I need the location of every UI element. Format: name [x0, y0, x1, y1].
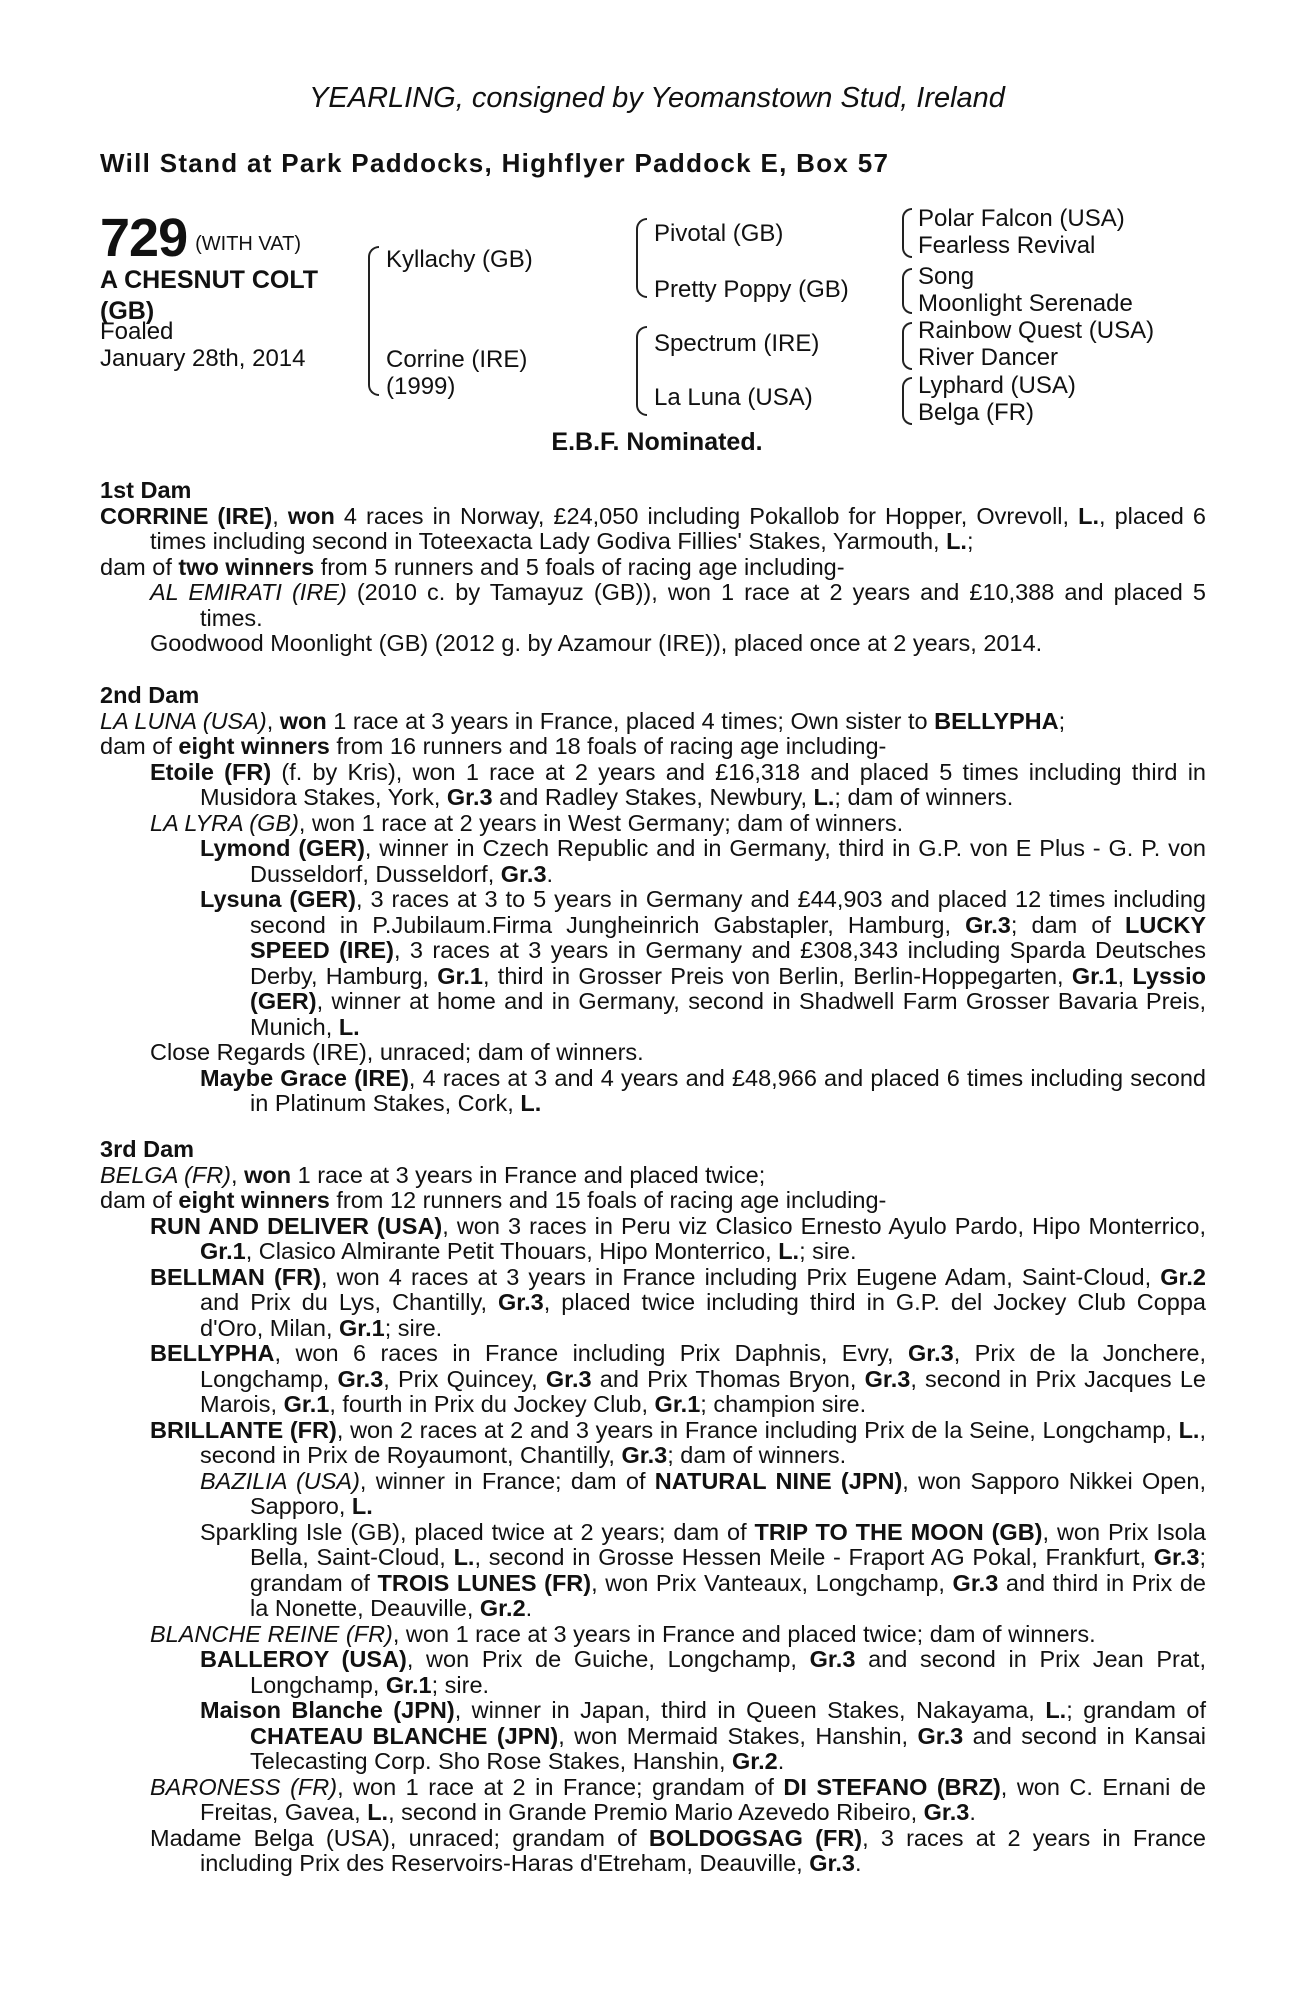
second-dam-heading: 2nd Dam — [100, 682, 200, 708]
offspring-bazilia: BAZILIA (USA), winner in France; dam of NATURAL NINE (JPN), won Sapporo Nikkei Open, Sapporo, L. — [200, 1467, 1207, 1519]
dam-dam: La Luna (USA) — [654, 384, 813, 411]
second-dam-record: LA LUNA (USA), won 1 race at 3 years in France, placed 4 times; Own sister to BELLYPHA; — [100, 707, 1066, 734]
first-dam-section — [100, 478, 1206, 657]
first-dam-heading: 1st Dam — [100, 477, 192, 503]
offspring-run-and-deliver: RUN AND DELIVER (USA), won 3 races in Peru viz Clasico Ernesto Ayulo Pardo, Hipo Monterrico, Gr.1, Clasico Almirante Petit Thouars, Hipo Monterrico, L.; sire. — [150, 1212, 1206, 1264]
g-brace-2 — [902, 268, 912, 314]
first-dam-record: CORRINE (IRE), won 4 races in Norway, £24,050 including Pokallob for Hopper, Ovrevoll, L., placed 6 times including second in Toteexacta Lady Godiva Fillies' Stakes, Yarmouth, L.; — [100, 502, 1206, 554]
great-granddam-1: Fearless Revival — [918, 232, 1096, 259]
great-grandsire-2: Song — [918, 263, 975, 290]
won-word: won — [287, 502, 335, 529]
g-brace-1 — [902, 208, 912, 258]
second-dam-section — [100, 683, 1206, 1117]
dam-name: Corrine (IRE) — [386, 346, 528, 373]
offspring-bellman: BELLMAN (FR), won 4 races at 3 years in France including Prix Eugene Adam, Saint-Cloud, Gr.2 and Prix du Lys, Chantilly, Gr.3, placed twice including third in G.P. del Jockey Club Coppa d'Oro, Milan, Gr.1; sire. — [150, 1263, 1206, 1341]
sire-parents-brace — [636, 218, 647, 298]
offspring-bellypha: BELLYPHA, won 6 races in France including Prix Daphnis, Evry, Gr.3, Prix de la Jonchere, Longchamp, Gr.3, Prix Quincey, Gr.3 and Prix Thomas Bryon, Gr.3, second in Prix Jacques Le Marois, Gr.1, fourth in Prix du Jockey Club, Gr.1; champion sire. — [150, 1340, 1206, 1417]
third-dam-section — [100, 1137, 1206, 1877]
dam-parents-brace — [636, 326, 647, 416]
great-granddam-3: River Dancer — [918, 344, 1059, 371]
offspring-lysuna: Lysuna (GER), 3 races at 3 to 5 years in Germany and £44,903 and placed 12 times including second in P.Jubilaum.Firma Jungheinrich Gabstapler, Hamburg, Gr.3; dam of LUCKY SPEED (IRE), 3 races at 3 years in Germany and £308,343 including Sparda Deutsches Derby, Hamburg, Gr.1, third in Grosser Preis von Berlin, Berlin-Hoppegarten, Gr.1, Lyssio (GER), winner at home and in Germany, second in Shadwell Farm Grosser Bavaria Preis, Munich, L. — [200, 886, 1206, 1040]
second-dam-produce-summary: dam of eight winners from 16 runners and 18 foals of racing age including- — [100, 733, 887, 759]
offspring-brillante: BRILLANTE (FR), won 2 races at 2 and 3 years in France including Prix de la Seine, Longchamp, L., second in Prix de Royaumont, Chantilly, Gr.3; dam of winners. — [150, 1416, 1206, 1468]
third-dam-produce-summary: dam of eight winners from 12 runners and 15 foals of racing age including- — [100, 1187, 887, 1213]
great-granddam-2: Moonlight Serenade — [918, 290, 1133, 317]
third-dam-heading: 3rd Dam — [100, 1136, 195, 1162]
third-dam-record: BELGA (FR), won 1 race at 3 years in France and placed twice; — [100, 1161, 766, 1188]
ebf-nominated: E.B.F. Nominated. — [551, 428, 763, 456]
offspring-goodwood-moonlight: Goodwood Moonlight (GB) (2012 g. by Azamour (IRE)), placed once at 2 years, 2014. — [150, 630, 1043, 656]
location-line: Will Stand at Park Paddocks, Highflyer Paddock E, Box 57 — [100, 148, 890, 178]
offspring-balleroy: BALLEROY (USA), won Prix de Guiche, Longchamp, Gr.3 and second in Prix Jean Prat, Longchamp, Gr.1; sire. — [200, 1646, 1206, 1698]
offspring-sparkling-isle: Sparkling Isle (GB), placed twice at 2 years; dam of TRIP TO THE MOON (GB), won Prix Isola Bella, Saint-Cloud, L., second in Grosse Hessen Meile - Fraport AG Pokal, Frankfurt, Gr.3; grandam of TROIS LUNES (FR), won Prix Vanteaux, Longchamp, Gr.3 and third in Prix de la Nonette, Deauville, Gr.2. — [200, 1518, 1206, 1621]
offspring-al-emirati: AL EMIRATI (IRE) (2010 c. by Tamayuz (GB)), won 1 race at 2 years and £10,388 and placed 5 times. — [150, 579, 1206, 631]
sire-name: Kyllachy (GB) — [386, 246, 533, 273]
great-granddam-4: Belga (FR) — [918, 399, 1035, 426]
great-grandsire-3: Rainbow Quest (USA) — [918, 317, 1155, 344]
vat-label: (WITH VAT) — [195, 233, 302, 255]
sire-sire: Pivotal (GB) — [654, 220, 784, 247]
g-brace-4 — [902, 377, 912, 425]
offspring-blanche-reine: BLANCHE REINE (FR), won 1 race at 3 years in France and placed twice; dam of winners. — [150, 1620, 1096, 1647]
lot-number: 729 — [100, 208, 188, 268]
great-grandsire-4: Lyphard (USA) — [918, 372, 1076, 399]
dam-name-bold: CORRINE (IRE) — [100, 502, 273, 529]
foaled-info — [100, 318, 306, 372]
first-dam-produce-summary: dam of two winners from 5 runners and 5 foals of racing age including- — [100, 553, 845, 580]
horse-description: A CHESNUT COLT (GB) — [100, 266, 319, 325]
g-brace-3 — [902, 322, 912, 370]
offspring-lymond: Lymond (GER), winner in Czech Republic and in Germany, third in G.P. von E Plus - G. P. von Dusseldorf, Dusseldorf, Gr.3. — [200, 835, 1206, 887]
consignment-title: YEARLING, consigned by Yeomanstown Stud, Ireland — [309, 82, 1005, 114]
sire-dam-brace — [368, 246, 379, 396]
lot-number-block — [100, 207, 301, 269]
great-grandsire-1: Polar Falcon (USA) — [918, 205, 1125, 232]
sire-dam: Pretty Poppy (GB) — [654, 276, 849, 303]
foaled-date: January 28th, 2014 — [100, 345, 306, 372]
foaled-label: Foaled — [100, 318, 174, 345]
dam-year: (1999) — [386, 373, 456, 400]
dam-sire: Spectrum (IRE) — [654, 330, 820, 357]
offspring-la-lyra: LA LYRA (GB), won 1 race at 2 years in West Germany; dam of winners. — [150, 809, 904, 836]
offspring-maison-blanche: Maison Blanche (JPN), winner in Japan, third in Queen Stakes, Nakayama, L.; grandam of CHATEAU BLANCHE (JPN), won Mermaid Stakes, Hanshin, Gr.3 and second in Kansai Telecasting Corp. Sho Rose Stakes, Hanshin, Gr.2. — [200, 1697, 1207, 1774]
offspring-madame-belga: Madame Belga (USA), unraced; grandam of BOLDOGSAG (FR), 3 races at 2 years in France including Prix des Reservoirs-Haras d'Etreham, Deauville, Gr.3. — [150, 1824, 1206, 1876]
offspring-close-regards: Close Regards (IRE), unraced; dam of winners. — [150, 1039, 644, 1065]
offspring-etoile: Etoile (FR) (f. by Kris), won 1 race at 2 years and £16,318 and placed 5 times including third in Musidora Stakes, York, Gr.3 and Radley Stakes, Newbury, L.; dam of winners. — [150, 758, 1206, 810]
offspring-baroness: BARONESS (FR), won 1 race at 2 in France; grandam of DI STEFANO (BRZ), won C. Ernani de Freitas, Gavea, L., second in Grande Premio Mario Azevedo Ribeiro, Gr.3. — [150, 1773, 1206, 1825]
offspring-maybe-grace: Maybe Grace (IRE), 4 races at 3 and 4 years and £48,966 and placed 6 times including second in Platinum Stakes, Cork, L. — [200, 1064, 1207, 1116]
